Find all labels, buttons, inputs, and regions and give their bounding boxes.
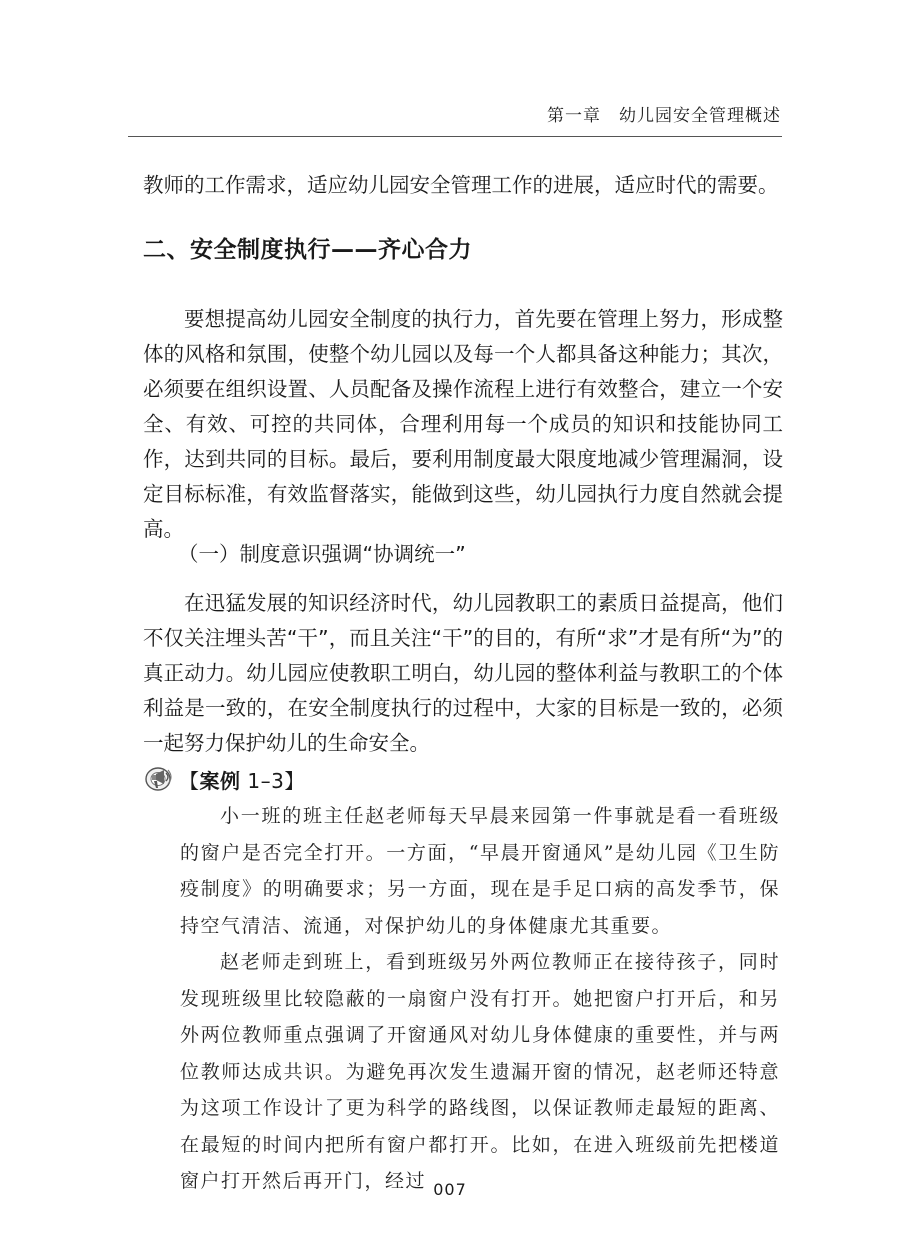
continued-paragraph-block bbox=[143, 168, 783, 203]
case-paragraph-1: 小一班的班主任赵老师每天早晨来园第一件事就是看一看班级的窗户是否完全打开。一方面，“早晨开窗通风”是幼儿园《卫生防疫制度》的明确要求；另一方面，现在是手足口病的高发季节，保持空气清洁、流通，对保护幼儿的身体健康尤其重要。 bbox=[180, 805, 780, 937]
page-number: 007 bbox=[433, 1180, 467, 1199]
case-label-text: 案例 bbox=[199, 768, 241, 793]
chapter-title: 幼儿园安全管理概述 bbox=[619, 106, 781, 126]
chapter-number: 第一章 bbox=[547, 106, 601, 126]
case-bracket-close: 】 bbox=[284, 768, 305, 793]
paragraph-1: 要想提高幼儿园安全制度的执行力，首先要在管理上努力，形成整体的风格和氛围，使整个幼儿园以及每一个人都具备这种能力；其次，必须要在组织设置、人员配备及操作流程上进行有效整合，建立一个安全、有效、可控的共同体，合理利用每一个成员的知识和技能协同工作，达到共同的目标。最后，要利用制度最大限度地减少管理漏洞，设定目标标准，有效监督落实，能做到这些，幼儿园执行力度自然就会提高。 bbox=[143, 307, 783, 541]
paragraph-block-2 bbox=[143, 586, 783, 761]
header-rule bbox=[128, 136, 782, 137]
paragraph-2: 在迅猛发展的知识经济时代，幼儿园教职工的素质日益提高，他们不仅关注埋头苦“干”，而且关注“干”的目的，有所“求”才是有所“为”的真正动力。幼儿园应使教职工明白，幼儿园的整体利益与教职工的个体利益是一致的，在安全制度执行的过程中，大家的目标是一致的，必须一起努力保护幼儿的生命安全。 bbox=[143, 591, 783, 755]
paragraph-block-1 bbox=[143, 302, 783, 547]
case-paragraph-2: 赵老师走到班上，看到班级另外两位教师正在接待孩子，同时发现班级里比较隐蔽的一扇窗户没有打开。她把窗户打开后，和另外两位教师重点强调了开窗通风对幼儿身体健康的重要性，并与两位教师达成共识。为避免再次发生遗漏开窗的情况，赵老师还特意为这项工作设计了更为科学的路线图，以保证教师走最短的距离、在最短的时间内把所有窗户都打开。比如，在进入班级前先把楼道窗户打开然后再开门，经过 bbox=[180, 951, 780, 1192]
sub-title: （一）制度意识强调“协调统一” bbox=[178, 542, 466, 566]
megaphone-icon bbox=[143, 764, 177, 794]
section-title: 二、安全制度执行——齐心合力 bbox=[143, 237, 472, 263]
case-heading bbox=[143, 764, 305, 794]
case-paragraph-block-2 bbox=[180, 944, 780, 1200]
case-label bbox=[179, 765, 305, 794]
case-bracket-open: 【 bbox=[179, 768, 200, 793]
running-head bbox=[547, 101, 781, 126]
case-number: 1–3 bbox=[240, 768, 285, 793]
continued-paragraph: 教师的工作需求，适应幼儿园安全管理工作的进展，适应时代的需要。 bbox=[143, 173, 779, 197]
case-paragraph-block-1 bbox=[180, 798, 780, 944]
